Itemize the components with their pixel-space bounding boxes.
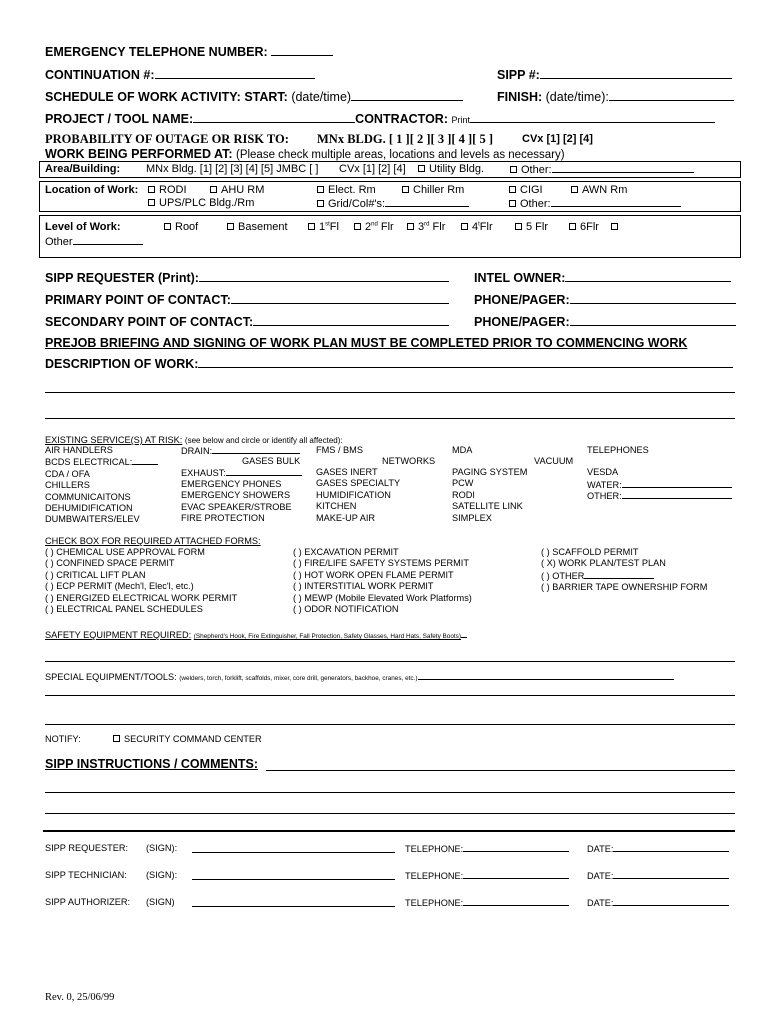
checkbox-icon	[402, 186, 409, 193]
mnx-bldg-options: MNx BLDG. [ 1 ][ 2 ][ 3 ][ 4 ][ 5 ]	[317, 132, 494, 146]
loc-other[interactable]: Other:	[509, 197, 681, 210]
checkbox-icon	[113, 735, 120, 742]
area-cvx: CVx [1] [2] [4]	[339, 163, 406, 175]
service-exhaust: EXHAUST:	[181, 467, 302, 478]
continuation-label: CONTINUATION #:	[45, 67, 315, 82]
loc-ahu[interactable]: AHU RM	[210, 184, 264, 196]
project-label: PROJECT / TOOL NAME: CONTRACTOR: Print	[45, 111, 715, 126]
form-checkbox-interstitial[interactable]: ( ) INTERSTITIAL WORK PERMIT	[293, 581, 434, 592]
checkbox-icon	[611, 223, 618, 230]
forms-col3	[541, 547, 707, 594]
loc-elect[interactable]: Elect. Rm	[317, 184, 376, 196]
checkbox-icon	[407, 223, 414, 230]
continuation-field[interactable]	[155, 67, 315, 79]
project-field[interactable]	[193, 111, 355, 123]
service-item: CHILLERS	[45, 480, 90, 491]
service-other: OTHER:	[587, 490, 732, 501]
form-checkbox-excavation[interactable]: ( ) EXCAVATION PERMIT	[293, 547, 399, 557]
service-item: DEHUMIDIFICATION	[45, 503, 133, 514]
services-col1	[45, 445, 158, 526]
notify-label: NOTIFY:	[45, 734, 81, 744]
service-item: SATELLITE LINK	[452, 501, 523, 512]
form-checkbox-other[interactable]: ( ) OTHER	[541, 570, 707, 582]
form-checkbox-confined[interactable]: ( ) CONFINED SPACE PERMIT	[45, 558, 175, 569]
level-3rd[interactable]: 3rd Flr	[407, 221, 445, 233]
sipp-requester-field[interactable]	[199, 270, 449, 282]
prejob-notice: PREJOB BRIEFING AND SIGNING OF WORK PLAN MUST BE COMPLETED PRIOR TO COMMENCING WORK	[45, 336, 688, 350]
work-at-label: WORK BEING PERFORMED AT: (Please check multiple areas, locations and levels as necessary)	[45, 147, 565, 161]
location-label: Location of Work:	[45, 184, 139, 196]
sig-authorizer-date: DATE:	[587, 897, 729, 908]
checkbox-icon	[317, 186, 324, 193]
special-label: SPECIAL EQUIPMENT/TOOLS: (welders, torch, forklift, scaffolds, mixer, core drill, generators, backhoe, cranes, etc.)	[45, 671, 674, 682]
service-water: WATER:	[587, 479, 732, 490]
level-2nd[interactable]: 2nd Flr	[354, 221, 394, 233]
checkbox-icon	[571, 186, 578, 193]
sig-requester-field[interactable]	[192, 852, 395, 853]
sipp-number-field[interactable]	[540, 67, 732, 79]
description-line[interactable]	[45, 418, 735, 419]
sig-requester-date: DATE:	[587, 843, 729, 854]
service-other-field[interactable]	[622, 490, 732, 499]
level-box	[39, 215, 741, 258]
level-1st[interactable]: 1stFl	[308, 221, 339, 233]
service-item: EVAC SPEAKER/STROBE	[181, 501, 292, 512]
intel-owner-label: INTEL OWNER:	[474, 270, 731, 285]
service-item: HUMIDIFICATION	[316, 489, 391, 500]
description-label: DESCRIPTION OF WORK:	[45, 356, 733, 371]
level-5th[interactable]: 5 Flr	[515, 221, 548, 233]
checkbox-icon	[418, 165, 425, 172]
loc-grid[interactable]: Grid/Col#'s:	[317, 197, 469, 210]
form-checkbox-work-plan[interactable]: ( X) WORK PLAN/TEST PLAN	[541, 558, 666, 569]
description-field[interactable]	[198, 356, 733, 368]
service-item: CDA / OFA	[45, 468, 90, 479]
form-checkbox-scaffold[interactable]: ( ) SCAFFOLD PERMIT	[541, 547, 639, 557]
service-item: FIRE PROTECTION	[181, 513, 265, 524]
location-box	[39, 181, 741, 212]
sig-technician-date: DATE:	[587, 870, 729, 881]
service-vesda: VESDA	[587, 467, 619, 477]
level-roof[interactable]: Roof	[164, 221, 198, 233]
service-item: BCDS ELECTRICAL:	[45, 456, 158, 468]
service-item: RODI	[452, 489, 475, 500]
sig-requester-tel: TELEPHONE:	[405, 843, 569, 854]
forms-col1	[45, 547, 237, 615]
finish-field[interactable]	[609, 89, 734, 101]
primary-contact-field[interactable]	[231, 292, 449, 304]
form-checkbox-chemical[interactable]: ( ) CHEMICAL USE APPROVAL FORM	[45, 547, 205, 557]
level-4th[interactable]: 4$^t$Flr	[461, 221, 493, 233]
special-line[interactable]	[45, 695, 735, 696]
checkbox-icon	[227, 223, 234, 230]
sig-authorizer-sign: (SIGN)	[146, 897, 175, 907]
checkbox-icon	[308, 223, 315, 230]
phone1-field[interactable]	[570, 292, 736, 304]
loc-awn[interactable]: AWN Rm	[571, 184, 627, 196]
form-checkbox-panel[interactable]: ( ) ELECTRICAL PANEL SCHEDULES	[45, 604, 203, 615]
form-checkbox-hot-work[interactable]: ( ) HOT WORK OPEN FLAME PERMIT	[293, 569, 454, 580]
service-item: DUMBWAITERS/ELEV	[45, 514, 140, 525]
checkbox-icon	[148, 186, 155, 193]
forms-title: CHECK BOX FOR REQUIRED ATTACHED FORMS:	[45, 536, 261, 546]
checkbox-icon	[569, 223, 576, 230]
sig-technician-role: SIPP TECHNICIAN:	[45, 870, 127, 880]
checkbox-icon	[164, 223, 171, 230]
service-mda: MDA	[452, 445, 473, 455]
probability-label: PROBABILITY OF OUTAGE OR RISK TO:	[45, 132, 289, 146]
cvx-options: CVx [1] [2] [4]	[522, 133, 593, 145]
checkbox-icon	[148, 199, 155, 206]
loc-chiller[interactable]: Chiller Rm	[402, 184, 464, 196]
form-checkbox-critical-lift[interactable]: ( ) CRITICAL LIFT PLAN	[45, 569, 146, 580]
water-field[interactable]	[622, 479, 732, 488]
phone2-field[interactable]	[570, 314, 736, 326]
checkbox-icon	[509, 186, 516, 193]
forms-col2	[293, 547, 472, 615]
service-gases-bulk: GASES BULK	[242, 456, 301, 466]
services-title: EXISTING SERVICE(S) AT RISK: (see below and circle or identify all affected):	[45, 435, 343, 445]
sig-requester-sign: (SIGN):	[146, 843, 178, 853]
sig-technician-field[interactable]	[192, 879, 395, 880]
level-label: Level of Work:	[45, 221, 121, 233]
notify-security-checkbox[interactable]: SECURITY COMMAND CENTER	[113, 734, 262, 744]
sig-authorizer-tel: TELEPHONE:	[405, 897, 569, 908]
area-label: Area/Building:	[45, 163, 121, 175]
instructions-label: SIPP INSTRUCTIONS / COMMENTS:	[45, 757, 258, 771]
service-item: GASES INERT	[316, 467, 378, 477]
form-checkbox-mewp[interactable]: ( ) MEWP (Mobile Elevated Work Platforms)	[293, 592, 472, 603]
service-item: GASES SPECIALTY	[316, 478, 401, 489]
form-checkbox-ecp[interactable]: ( ) ECP PERMIT (Mech'l, Elec'l, etc.)	[45, 581, 194, 592]
form-checkbox-odor[interactable]: ( ) ODOR NOTIFICATION	[293, 604, 399, 615]
checkbox-icon	[510, 166, 517, 173]
service-item: SIMPLEX	[452, 512, 492, 523]
loc-cigi[interactable]: CIGI	[509, 184, 543, 196]
sig-authorizer-field[interactable]	[192, 906, 395, 907]
service-vacuum: VACUUM	[534, 456, 574, 466]
service-drain: DRAIN:	[181, 445, 300, 456]
special-line[interactable]	[45, 724, 735, 725]
service-item: PAGING SYSTEM	[452, 467, 528, 477]
loc-rodi[interactable]: RODI	[148, 184, 187, 196]
checkbox-icon	[461, 223, 468, 230]
sig-technician-sign: (SIGN):	[146, 870, 178, 880]
service-telephones: TELEPHONES	[587, 445, 649, 455]
safety-line[interactable]	[45, 661, 735, 662]
instructions-line[interactable]	[45, 792, 735, 793]
secondary-contact-field[interactable]	[253, 314, 449, 326]
level-other[interactable]: Other	[45, 235, 143, 248]
services-col2	[181, 479, 292, 525]
revision-note: Rev. 0, 25/06/99	[45, 992, 115, 1003]
checkbox-icon	[210, 186, 217, 193]
phone2-label: PHONE/PAGER:	[474, 314, 736, 329]
form-checkbox-energized[interactable]: ( ) ENERGIZED ELECTRICAL WORK PERMIT	[45, 592, 238, 603]
safety-label: SAFETY EQUIPMENT REQUIRED: (Shepherd's Hook, Fire Extinguisher, Fall Protection, Safety Glasses, Hard Hats, Safety Boots)	[45, 629, 467, 640]
instructions-line[interactable]	[266, 770, 735, 771]
loc-ups[interactable]: UPS/PLC Bldg./Rm	[148, 197, 254, 209]
contractor-field[interactable]	[470, 111, 715, 123]
service-item: MAKE-UP AIR	[316, 512, 376, 523]
sig-technician-tel: TELEPHONE:	[405, 870, 569, 881]
sipp-requester-label: SIPP REQUESTER (Print):	[45, 270, 449, 285]
primary-contact-label: PRIMARY POINT OF CONTACT:	[45, 292, 449, 307]
level-extra-checkbox[interactable]	[611, 221, 622, 233]
emergency-tel-label: EMERGENCY TELEPHONE NUMBER:	[45, 44, 333, 59]
service-item: EMERGENCY PHONES	[181, 479, 282, 489]
service-networks: NETWORKS	[382, 456, 436, 466]
sig-authorizer-role: SIPP AUTHORIZER:	[45, 897, 131, 907]
instructions-line[interactable]	[45, 813, 735, 814]
checkbox-icon	[515, 223, 522, 230]
service-item: EMERGENCY SHOWERS	[181, 490, 291, 501]
service-item: PCW	[452, 478, 474, 489]
start-field[interactable]	[351, 89, 463, 101]
description-line[interactable]	[45, 392, 735, 393]
checkbox-icon	[509, 200, 516, 207]
level-basement[interactable]: Basement	[227, 221, 288, 233]
level-6th[interactable]: 6Flr	[569, 221, 599, 233]
area-mnx: MNx Bldg. [1] [2] [3] [4] [5] JMBC [ ]	[146, 163, 319, 175]
service-item: COMMUNICAITONS	[45, 491, 131, 502]
services-col3	[316, 467, 400, 524]
form-checkbox-barrier[interactable]: ( ) BARRIER TAPE OWNERSHIP FORM	[541, 582, 708, 593]
form-checkbox-fire-life[interactable]: ( ) FIRE/LIFE SAFETY SYSTEMS PERMIT	[293, 558, 469, 569]
service-item: KITCHEN	[316, 501, 357, 512]
section-divider	[43, 830, 735, 832]
services-col4	[452, 467, 527, 524]
intel-owner-field[interactable]	[565, 270, 731, 282]
service-item: AIR HANDLERS	[45, 445, 113, 455]
schedule-label: SCHEDULE OF WORK ACTIVITY: START: (date/time)	[45, 89, 463, 104]
area-utility[interactable]: Utility Bldg.	[418, 163, 484, 175]
area-building-box	[39, 161, 741, 178]
phone1-label: PHONE/PAGER:	[474, 292, 736, 307]
checkbox-icon	[354, 223, 361, 230]
secondary-contact-label: SECONDARY POINT OF CONTACT:	[45, 314, 449, 329]
checkbox-icon	[317, 200, 324, 207]
area-other[interactable]: Other:	[510, 163, 694, 176]
finish-label: FINISH: (date/time):	[497, 89, 734, 104]
sipp-number-label: SIPP #:	[497, 67, 732, 82]
sig-requester-role: SIPP REQUESTER:	[45, 843, 129, 853]
service-fms: FMS / BMS	[316, 445, 363, 455]
